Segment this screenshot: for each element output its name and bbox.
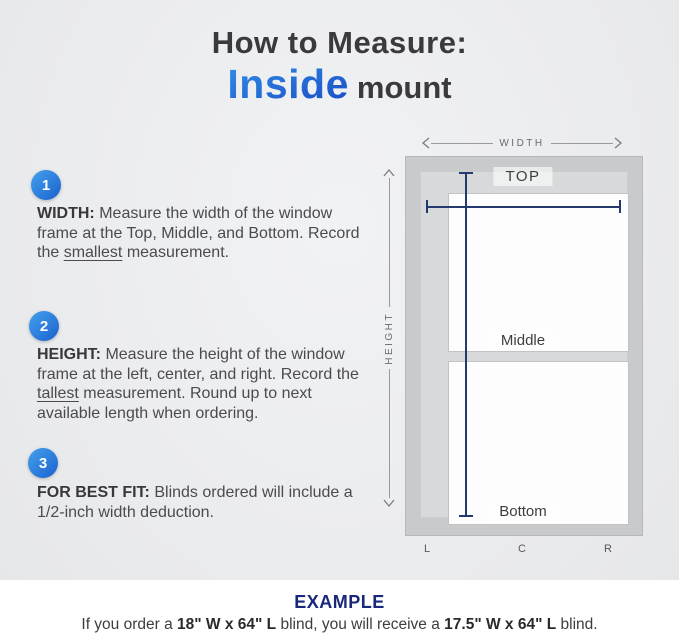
width-measure-cap-right [619, 200, 621, 213]
step-1-badge [31, 170, 61, 200]
step-2-number: 2 [39, 317, 49, 335]
width-measure-line [426, 206, 621, 208]
step-2-body-after: measurement. Round up to next available length when ordering. [37, 385, 312, 422]
height-arrow-label: HEIGHT [383, 311, 395, 365]
width-dimension-arrow [421, 135, 623, 151]
example-sentence [0, 616, 679, 634]
window-bottom-pane [448, 361, 629, 525]
width-arrow-line-left [431, 143, 493, 144]
title-highlight: Inside [227, 61, 349, 108]
step-1-underlined: smallest [63, 244, 123, 261]
arrow-down-icon [382, 498, 396, 508]
height-measure-cap-bottom [459, 515, 473, 517]
step-2-underlined: tallest [37, 385, 79, 402]
height-arrow-line-bottom [389, 369, 390, 498]
title-suffix: mount [356, 70, 452, 106]
label-right-mark: R [604, 543, 613, 555]
arrow-left-icon [421, 136, 431, 150]
height-dimension-arrow [381, 168, 397, 508]
window-top-pane [448, 193, 629, 352]
label-center-mark: C [518, 543, 527, 555]
step-1-body: Measure the width of the window frame at the Top, Middle, and Bottom. Record the [37, 205, 360, 261]
step-3-body: Blinds ordered will include a 1/2-inch width deduction. [37, 484, 353, 521]
example-heading: EXAMPLE [294, 592, 385, 612]
example-text-after: blind. [556, 616, 598, 633]
step-3-text [37, 483, 379, 522]
example-received-size: 17.5" W x 64" L [444, 616, 557, 633]
label-middle: Middle [489, 331, 557, 350]
label-bottom: Bottom [487, 502, 559, 521]
height-measure-line [465, 172, 467, 517]
page-title [0, 26, 679, 107]
example-text-middle: blind, you will receive a [276, 616, 445, 633]
step-3-badge [28, 448, 58, 478]
example-text-before: If you order a [81, 616, 178, 633]
step-2-lead: HEIGHT: [37, 346, 101, 363]
title-line1: How to Measure: [211, 25, 468, 60]
step-3-number: 3 [38, 454, 48, 472]
step-2-badge [29, 311, 59, 341]
example-ordered-size: 18" W x 64" L [177, 616, 277, 633]
step-3-lead: FOR BEST FIT: [37, 484, 150, 501]
step-1-text [37, 204, 365, 263]
width-arrow-line-right [551, 143, 613, 144]
arrow-right-icon [613, 136, 623, 150]
label-left-mark: L [424, 543, 431, 555]
label-top: TOP [493, 167, 552, 186]
example-section [0, 580, 679, 642]
step-1-body-after: measurement. [122, 244, 230, 261]
height-measure-cap-top [459, 172, 473, 174]
step-1-lead: WIDTH: [37, 205, 95, 222]
step-2-text [37, 345, 365, 423]
arrow-up-icon [382, 168, 396, 178]
width-arrow-label: WIDTH [499, 137, 545, 149]
title-line2 [0, 62, 679, 107]
step-2-body: Measure the height of the window frame at the left, center, and right. Record the [37, 346, 359, 383]
height-arrow-line-top [389, 178, 390, 307]
width-measure-cap-left [426, 200, 428, 213]
step-1-number: 1 [41, 176, 51, 194]
